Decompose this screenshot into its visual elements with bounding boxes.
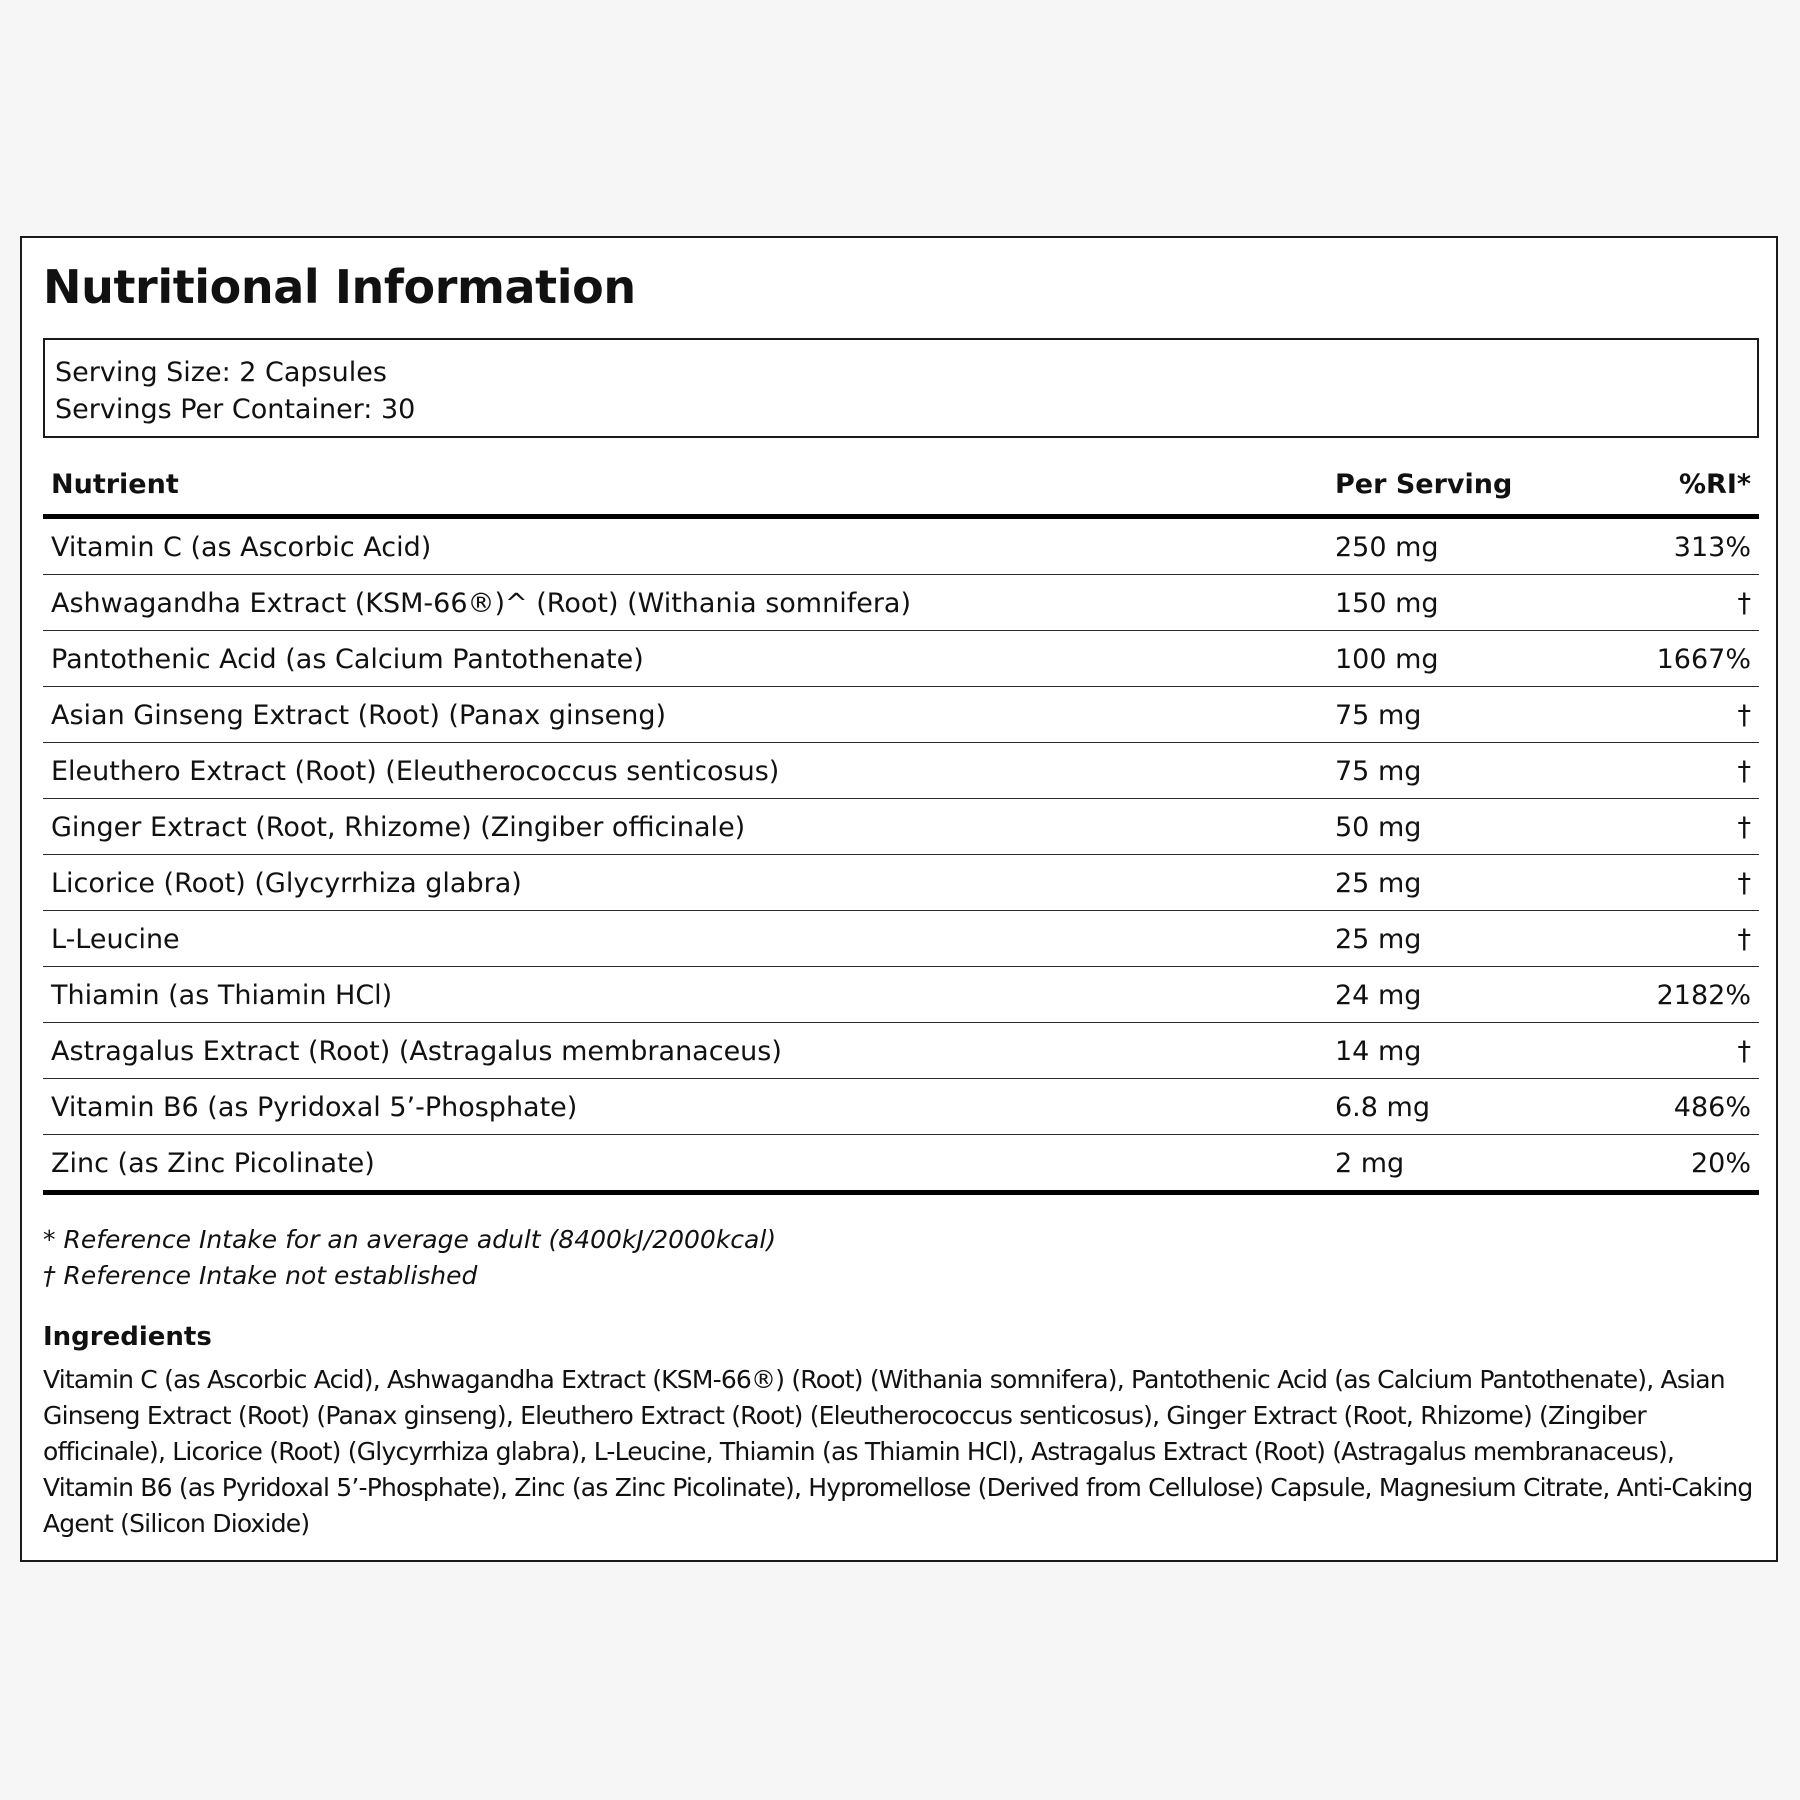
nutrient-name: Zinc (as Zinc Picolinate) [51,1148,375,1179]
footnotes [43,1222,1759,1294]
table-header [43,458,1759,519]
nutrient-ri: 313% [1673,532,1751,563]
header-per-serving: Per Serving [1335,469,1513,500]
footnote-reference-intake: * Reference Intake for an average adult (8400kJ/2000kcal) [43,1225,777,1254]
nutrient-name: Eleuthero Extract (Root) (Eleutherococcus senticosus) [51,756,780,787]
nutrient-ri: 20% [1690,1148,1751,1179]
table-row [43,799,1759,855]
nutrient-ri: † [1737,700,1751,731]
serving-size: Serving Size: 2 Capsules [55,357,387,388]
nutrition-panel [20,236,1778,1562]
nutrient-ri: † [1737,868,1751,899]
nutrient-amount: 6.8 mg [1335,1092,1430,1123]
nutrient-amount: 25 mg [1335,868,1422,899]
nutrient-amount: 2 mg [1335,1148,1405,1179]
nutrient-amount: 75 mg [1335,700,1422,731]
header-ri: %RI* [1678,469,1751,500]
nutrient-name: Licorice (Root) (Glycyrrhiza glabra) [51,868,522,899]
table-row [43,631,1759,687]
footnote-not-established: † Reference Intake not established [43,1261,478,1290]
nutrient-amount: 50 mg [1335,812,1422,843]
ingredients-heading: Ingredients [43,1322,212,1352]
nutrient-name: Asian Ginseng Extract (Root) (Panax ginseng) [51,700,667,731]
table-row [43,743,1759,799]
table-row [43,687,1759,743]
table-row [43,967,1759,1023]
nutrient-ri: 1667% [1656,644,1751,675]
nutrient-ri: † [1737,588,1751,619]
nutrient-name: Thiamin (as Thiamin HCl) [51,980,393,1011]
nutrient-name: Vitamin B6 (as Pyridoxal 5’-Phosphate) [51,1092,578,1123]
nutrient-name: Pantothenic Acid (as Calcium Pantothenate) [51,644,644,675]
nutrient-name: Astragalus Extract (Root) (Astragalus membranaceus) [51,1036,782,1067]
nutrient-name: Ashwagandha Extract (KSM-66®)^ (Root) (Withania somnifera) [51,588,911,619]
table-row [43,575,1759,631]
table-row [43,519,1759,575]
table-row [43,911,1759,967]
nutrient-ri: 486% [1673,1092,1751,1123]
nutrient-ri: † [1737,756,1751,787]
nutrient-name: L-Leucine [51,924,180,955]
nutrient-ri: † [1737,812,1751,843]
table-row [43,1079,1759,1135]
nutrient-amount: 24 mg [1335,980,1422,1011]
servings-per-container: Servings Per Container: 30 [55,394,416,425]
nutrient-ri: † [1737,1036,1751,1067]
table-row [43,1135,1759,1195]
table-row [43,855,1759,911]
nutrient-amount: 75 mg [1335,756,1422,787]
header-nutrient: Nutrient [51,469,179,500]
ingredients-text: Vitamin C (as Ascorbic Acid), Ashwagandha Extract (KSM-66®) (Root) (Withania somnifera), Pantothenic Acid (as Calcium Pantothenate), Asian Ginseng Extract (Root) (Panax ginseng), Eleuthero Extract (Root) (Eleutherococcus senticosus), Ginger Extract (Root, Rhizome) (Zingiber officinale), Licorice (Root) (Glycyrrhiza glabra), L-Leucine, Thiamin (as Thiamin HCl), Astragalus Extract (Root) (Astragalus membranaceus), Vitamin B6 (as Pyridoxal 5’-Phosphate), Zinc (as Zinc Picolinate), Hypromellose (Derived from Cellulose) Capsule, Magnesium Citrate, Anti-Caking Agent (Silicon Dioxide) [43,1365,1753,1538]
nutrient-amount: 100 mg [1335,644,1439,675]
nutrient-ri: † [1737,924,1751,955]
panel-title: Nutritional Information [43,260,636,314]
nutrient-ri: 2182% [1656,980,1751,1011]
nutrient-amount: 25 mg [1335,924,1422,955]
nutrient-amount: 250 mg [1335,532,1439,563]
nutrient-name: Ginger Extract (Root, Rhizome) (Zingiber officinale) [51,812,746,843]
nutrient-table [43,458,1759,1195]
serving-info-box [43,338,1759,438]
table-row [43,1023,1759,1079]
nutrient-amount: 14 mg [1335,1036,1422,1067]
nutrient-amount: 150 mg [1335,588,1439,619]
nutrient-name: Vitamin C (as Ascorbic Acid) [51,532,432,563]
